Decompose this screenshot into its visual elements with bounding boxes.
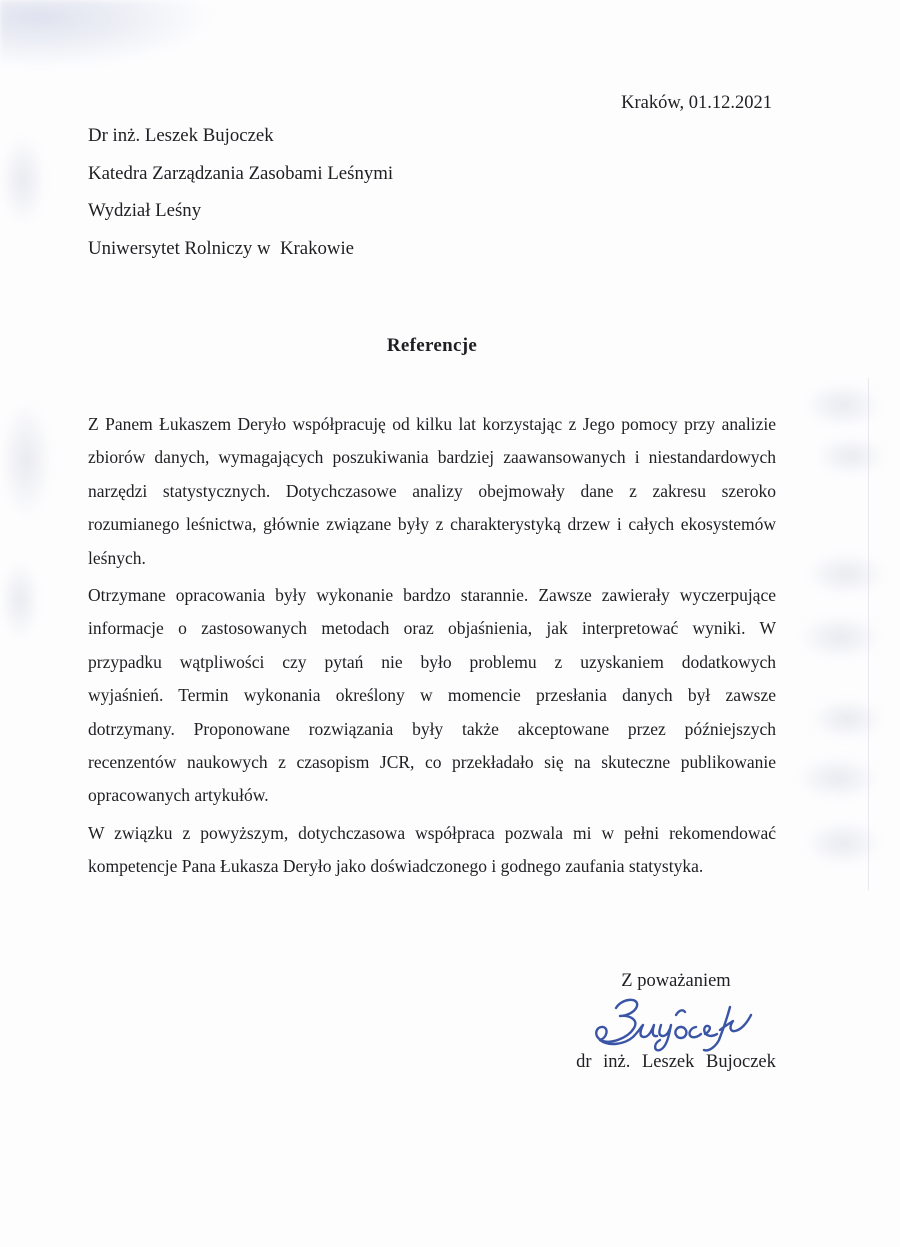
letter-line: W związku z powyższym, dotychczasowa współpraca pozwala mi w pełni rekomendować — [88, 822, 776, 843]
paragraph-1 — [88, 408, 776, 575]
sender-university: Uniwersytet Rolniczy w Krakowie — [88, 237, 355, 259]
scan-artifact-right-blob — [804, 382, 882, 428]
scan-artifact-vertical-line — [868, 378, 869, 890]
sender-faculty: Wydział Leśny — [88, 200, 202, 222]
letter-line: Otrzymane opracowania były wykonanie bardzo starannie. Zawsze zawierały wyczerpujące — [88, 585, 776, 606]
closing-block — [540, 969, 812, 1073]
letter-line: wyjaśnień. Termin wykonania określony w momencie przesłania danych był zawsze — [88, 685, 776, 706]
signature-ink — [576, 994, 766, 1056]
sender-block — [88, 117, 393, 267]
letter-line: Z Panem Łukaszem Deryło współpracuję od kilku lat korzystając z Jego pomocy przy analizie — [88, 414, 776, 434]
scan-artifact-left-blob — [0, 400, 52, 520]
scan-artifact-right-blob — [816, 436, 886, 476]
closing-salutation: Z poważaniem — [621, 971, 731, 991]
letter-date: Kraków, 01.12.2021 — [621, 93, 772, 113]
letter-line: opracowanych artykułów. — [88, 785, 269, 806]
sender-name: Dr inż. Leszek Bujoczek — [88, 125, 274, 146]
scan-artifact-right-blob — [806, 552, 886, 596]
letter-title: Referencje — [386, 335, 478, 356]
letter-line: leśnych. — [88, 547, 146, 568]
scan-artifact-right-blob — [804, 820, 882, 866]
letter-line: dotrzymany. Proponowane rozwiązania były także akceptowane przez późniejszych — [88, 718, 776, 739]
letter-line: recenzentów naukowych z czasopism JCR, co przekładało się na skuteczne publikowanie — [88, 752, 776, 773]
paragraph-3 — [88, 817, 776, 884]
scan-artifact-right-blob — [796, 756, 880, 800]
letter-line: kompetencje Pana Łukasza Deryło jako doświadczonego i godnego zaufania statystyka. — [88, 856, 704, 877]
scan-artifact-top-left-smudge — [0, 0, 220, 70]
scan-artifact-right-blob — [798, 614, 882, 660]
letter-line: informacje o zastosowanych metodach oraz objaśnienia, jak interpretować wyniki. W — [88, 618, 776, 639]
signer-name: dr inż. Leszek Bujoczek — [576, 1052, 776, 1072]
paragraph-2 — [88, 579, 776, 813]
letter-line: rozumianego leśnictwa, głównie związane były z charakterystyką drzew i całych ekosystemów — [88, 514, 776, 535]
sender-department: Katedra Zarządzania Zasobami Leśnymi — [88, 162, 394, 184]
letter-line: zbiorów danych, wymagających poszukiwania bardziej zaawansowanych i niestandardowych — [88, 447, 776, 468]
scan-artifact-left-blob — [0, 135, 46, 225]
scan-artifact-right-blob — [810, 698, 884, 740]
letter-body — [88, 408, 776, 888]
letter-line: przypadku wątpliwości czy pytań nie było problemu z uzyskaniem dodatkowych — [88, 651, 776, 672]
letter-line: narzędzi statystycznych. Dotychczasowe analizy obejmowały dane z zakresu szeroko — [88, 480, 776, 501]
scan-artifact-left-blob — [0, 560, 40, 640]
handwritten-signature — [540, 992, 812, 1058]
